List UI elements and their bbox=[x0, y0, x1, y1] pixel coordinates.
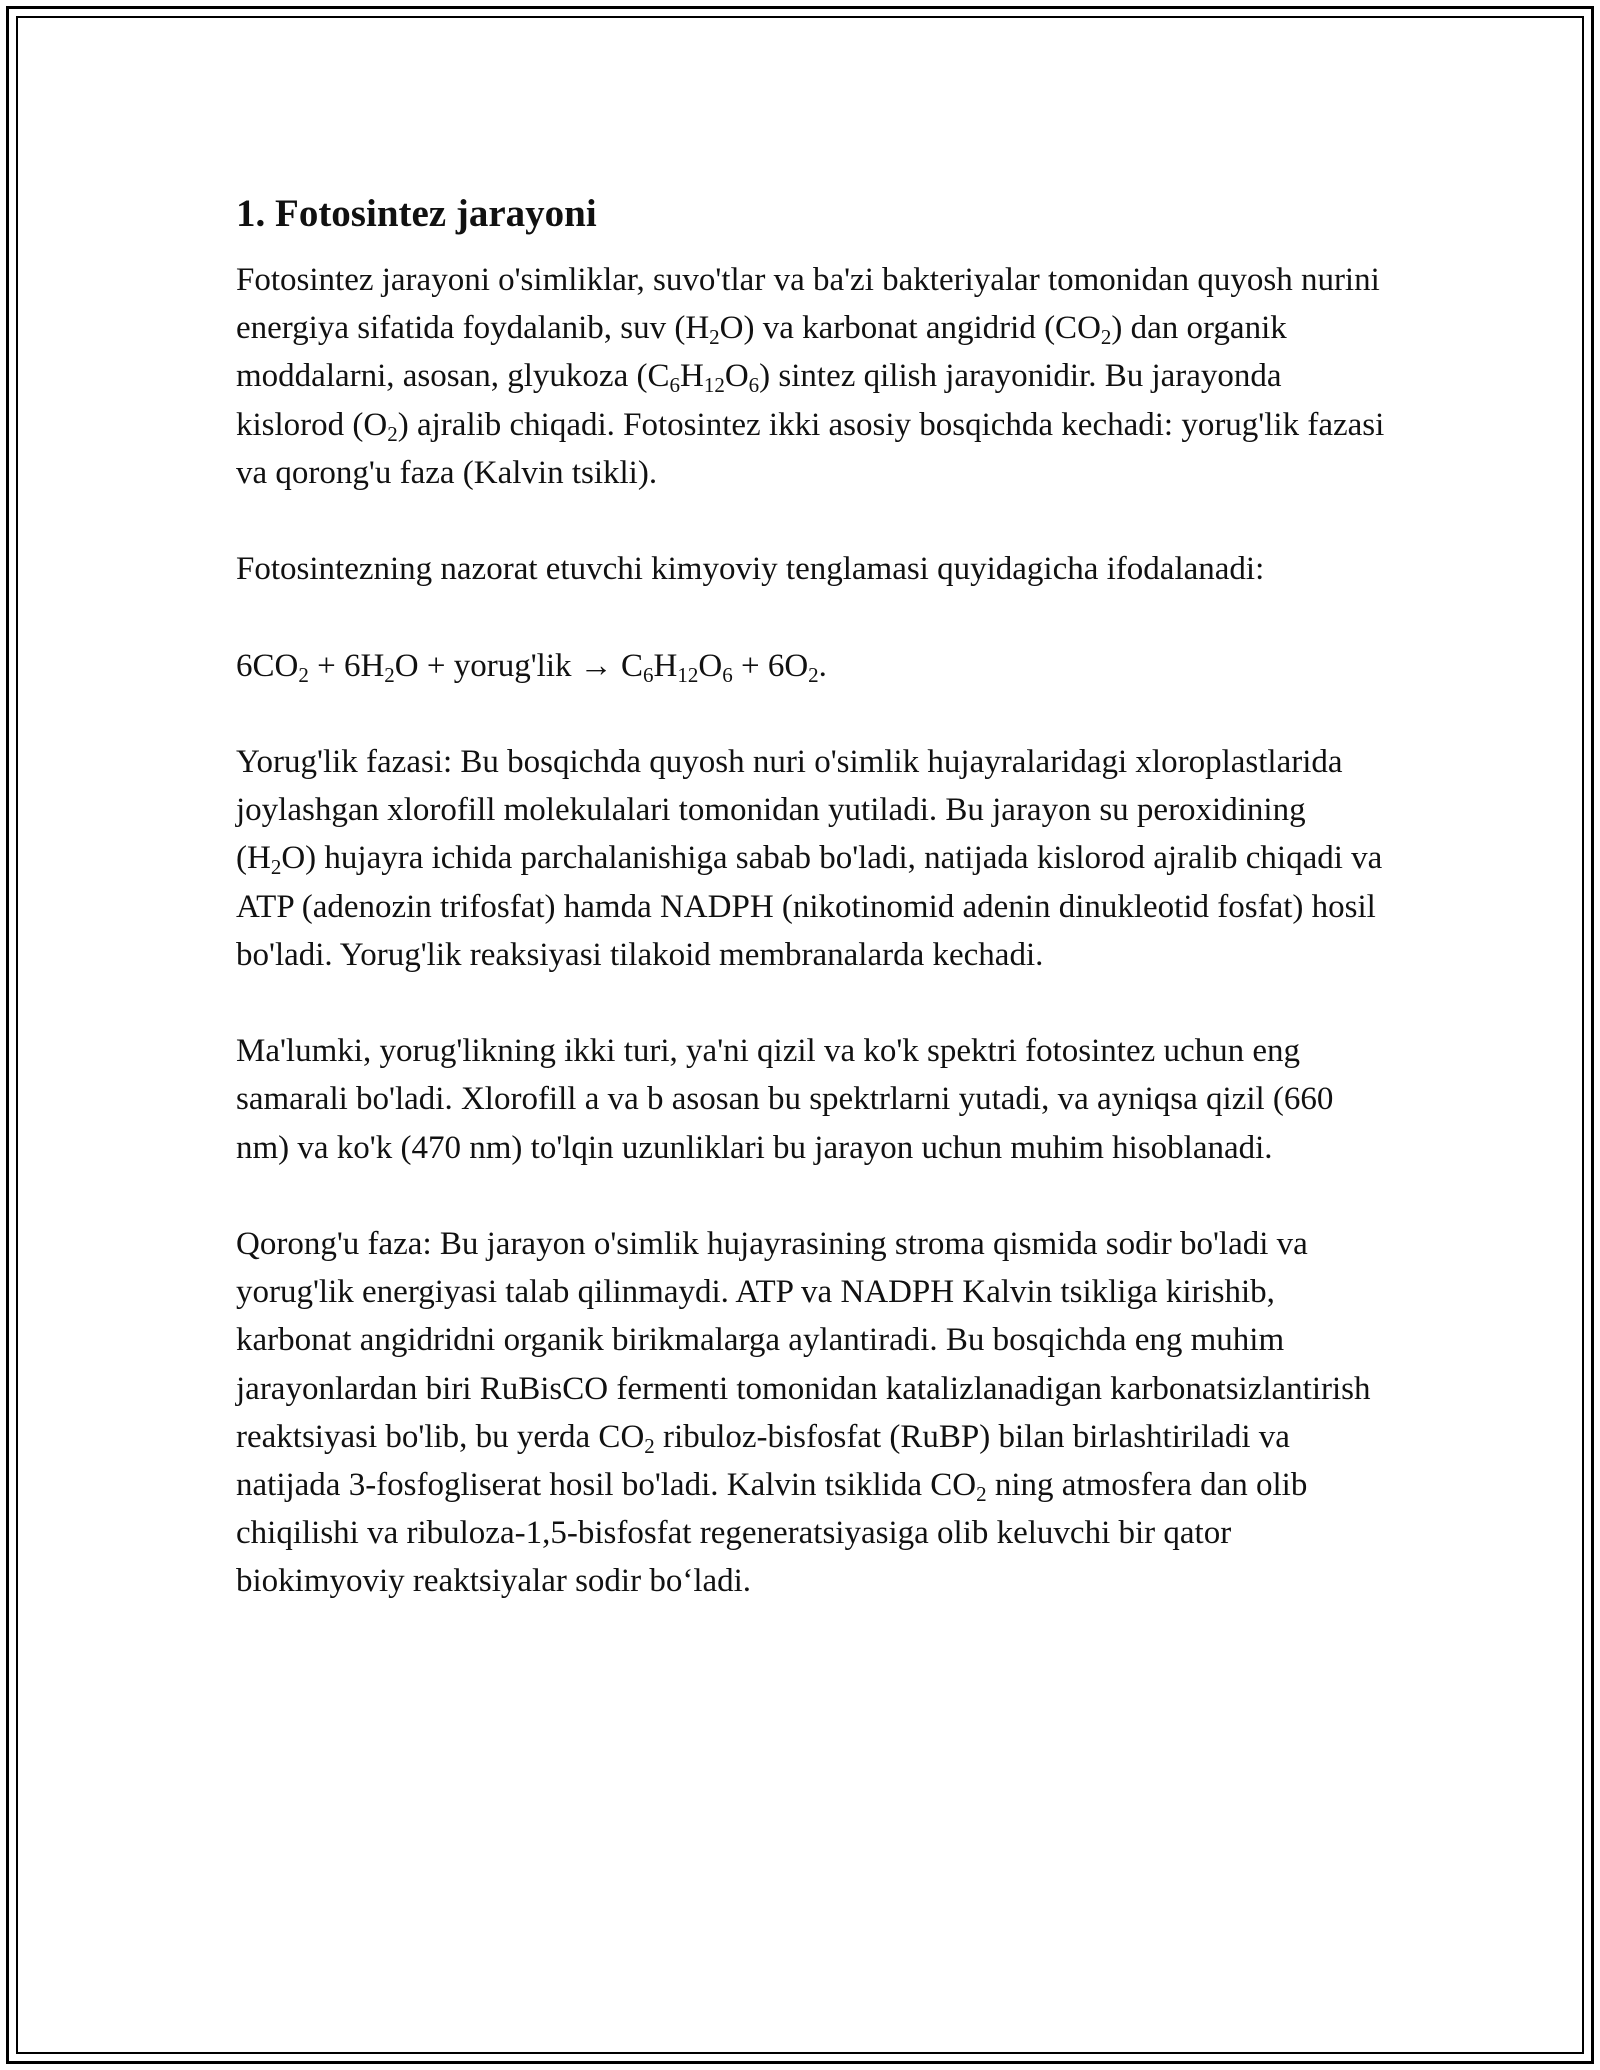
chemical-equation: $6CO_2 + 6H_2O$ + yorug'lik → $C_6H_{12}O_6 + 6O_2$. bbox=[236, 647, 827, 687]
document-body bbox=[236, 186, 1386, 1654]
paragraph-light-phase: Yorug'lik fazasi: Bu bosqichda quyosh nuri o'simlik hujayralaridagi xloroplastlarida joylashgan xlorofill molekulalari tomonidan yutiladi. Bu jarayon su peroxidining $(H_2O)$ hujayra ichida parchalanishiga sabab bo'ladi, natijada kislorod ajralib chiqadi va ATP (adenozin trifosfat) hamda NADPH (nikotinomid adenin dinukleotid fosfat) hosil bo'ladi. Yorug'lik reaksiyasi tilakoid membranalarda kechadi. bbox=[236, 743, 1383, 973]
section-heading: 1. Fotosintez jarayoni bbox=[236, 192, 597, 235]
paragraph-dark-phase: Qorong'u faza: Bu jarayon o'simlik hujayrasining stroma qismida sodir bo'ladi va yorug'lik energiyasi talab qilinmaydi. ATP va NADPH Kalvin tsikliga kirishib, karbonat angidridni organik birikmalarga aylantiradi. Bu bosqichda eng muhim jarayonlardan biri RuBisCO fermenti tomonidan katalizlanadigan karbonatsizlantirish reaktsiyasi bo'lib, bu yerda $CO_2$ ribuloz-bisfosfat (RuBP) bilan birlashtiriladi va natijada 3-fosfogliserat hosil bo'ladi. Kalvin tsiklida $CO_2$ ning atmosfera dan olib chiqilishi va ribuloza-1,5-bisfosfat regeneratsiyasiga olib keluvchi bir qator biokimyoviy reaktsiyalar sodir bo‘ladi. bbox=[236, 1225, 1371, 1600]
paragraph-equation-intro: Fotosintezning nazorat etuvchi kimyoviy tenglamasi quyidagicha ifodalanadi: bbox=[236, 551, 1265, 588]
paragraph-intro: Fotosintez jarayoni o'simliklar, suvo'tlar va ba'zi bakteriyalar tomonidan quyosh nurini energiya sifatida foydalanib, suv $(H_2O)$ va karbonat angidrid $(CO_2)$ dan organik moddalarni, asosan, glyukoza $(C_6H_{12}O_6)$ sintez qilish jarayonidir. Bu jarayonda kislorod $(O_2)$ ajralib chiqadi. Fotosintez ikki asosiy bosqichda kechadi: yorug'lik fazasi va qorong'u faza (Kalvin tsikli). bbox=[236, 262, 1385, 491]
paragraph-spectrum: Ma'lumki, yorug'likning ikki turi, ya'ni qizil va ko'k spektri fotosintez uchun eng samarali bo'ladi. Xlorofill a va b asosan bu spektrlarni yutadi, va ayniqsa qizil (660 nm) va ko'k (470 nm) to'lqin uzunliklari bu jarayon uchun muhim hisoblanadi. bbox=[236, 1033, 1334, 1166]
